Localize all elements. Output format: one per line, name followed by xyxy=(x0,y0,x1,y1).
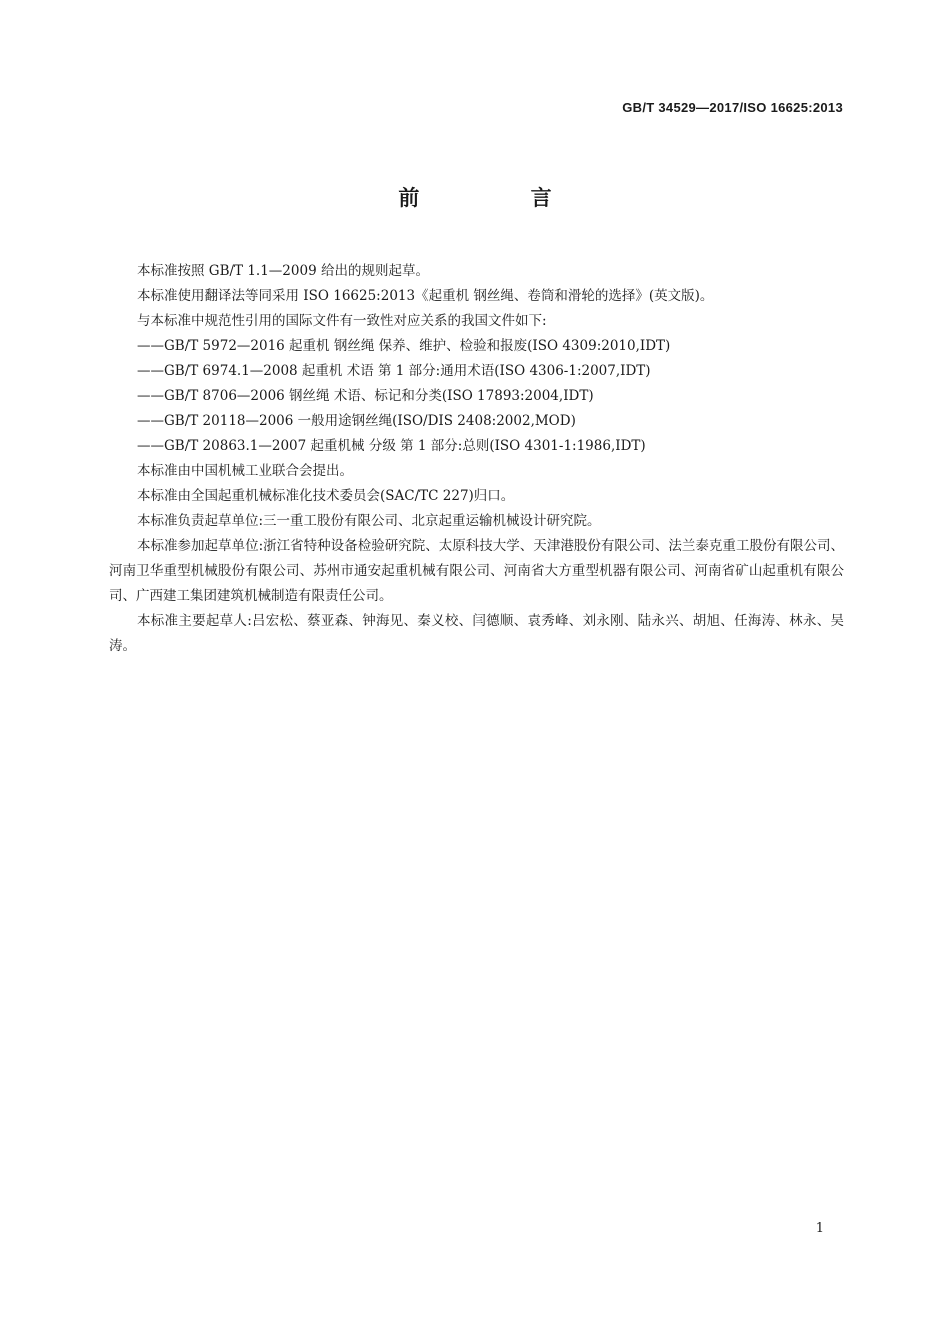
list-item: ——GB/T 20863.1—2007 起重机械 分级 第 1 部分:总则(ISO 4301-1:1986,IDT) xyxy=(137,438,646,454)
paragraph-main-drafters: 本标准主要起草人:吕宏松、蔡亚森、钟海见、秦义校、闫德顺、袁秀峰、刘永刚、陆永兴、胡旭、任海涛、林永、吴涛。 xyxy=(109,613,844,654)
list-item: ——GB/T 20118—2006 一般用途钢丝绳(ISO/DIS 2408:2002,MOD) xyxy=(137,413,576,429)
list-item: ——GB/T 8706—2006 钢丝绳 术语、标记和分类(ISO 17893:2004,IDT) xyxy=(137,388,594,404)
list-item: ——GB/T 5972—2016 起重机 钢丝绳 保养、维护、检验和报废(ISO 4309:2010,IDT) xyxy=(137,338,671,354)
page-number: 1 xyxy=(815,1221,824,1236)
page-title: 前 言 xyxy=(398,186,604,210)
list-item: ——GB/T 6974.1—2008 起重机 术语 第 1 部分:通用术语(ISO 4306-1:2007,IDT) xyxy=(137,363,651,379)
paragraph-reference-intro: 与本标准中规范性引用的国际文件有一致性对应关系的我国文件如下: xyxy=(137,313,547,329)
reference-list xyxy=(109,334,844,459)
document-code-header: GB/T 34529—2017/ISO 16625:2013 xyxy=(622,100,843,115)
body-text xyxy=(109,259,844,659)
paragraph-centralized: 本标准由全国起重机械标准化技术委员会(SAC/TC 227)归口。 xyxy=(137,488,515,504)
paragraph-adoption: 本标准使用翻译法等同采用 ISO 16625:2013《起重机 钢丝绳、卷筒和滑轮的选择》(英文版)。 xyxy=(137,288,714,304)
paragraph-proposer: 本标准由中国机械工业联合会提出。 xyxy=(137,463,353,479)
paragraph-responsible-units: 本标准负责起草单位:三一重工股份有限公司、北京起重运输机械设计研究院。 xyxy=(137,513,601,529)
paragraph-drafting-rules: 本标准按照 GB/T 1.1—2009 给出的规则起草。 xyxy=(137,263,429,279)
paragraph-participating-units: 本标准参加起草单位:浙江省特种设备检验研究院、太原科技大学、天津港股份有限公司、法兰泰克重工股份有限公司、河南卫华重型机械股份有限公司、苏州市通安起重机械有限公司、河南省大方重型机器有限公司、河南省矿山起重机有限公司、广西建工集团建筑机械制造有限责任公司。 xyxy=(109,538,844,604)
